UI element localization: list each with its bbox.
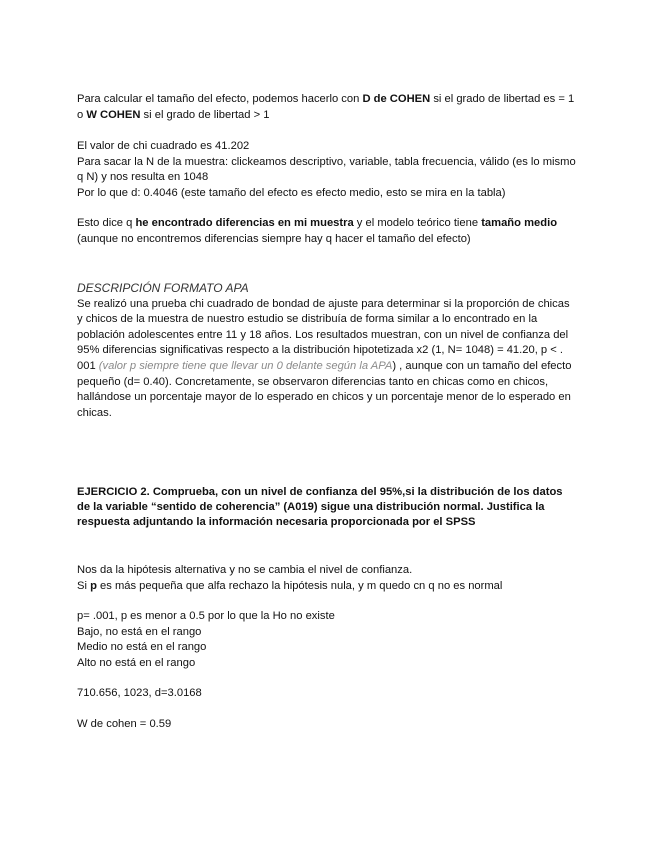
values-line: 710.656, 1023, d=3.0168 bbox=[77, 687, 202, 699]
results-line-3: Medio no está en el rango bbox=[77, 641, 207, 654]
results-paragraph bbox=[77, 609, 577, 671]
exercise-2-heading bbox=[77, 485, 577, 531]
conclusion-paragraph bbox=[77, 216, 577, 247]
intro-text-1: Para calcular el tamaño del efecto, podemos hacerlo con bbox=[77, 93, 363, 105]
chi-paragraph bbox=[77, 139, 577, 201]
intro-text-2: si el grado de libertad es = 1 o bbox=[77, 93, 575, 121]
hypothesis-text-2: es más pequeña que alfa rechazo la hipótesis nula, y m quedo cn q no es normal bbox=[96, 579, 503, 592]
conclusion-text-2: y el modelo teórico tiene bbox=[353, 217, 482, 229]
w-cohen-paragraph bbox=[77, 717, 577, 733]
apa-heading: DESCRIPCIÓN FORMATO APA bbox=[77, 281, 249, 295]
d-cohen-term: D de COHEN bbox=[362, 93, 431, 105]
exercise-2-text: EJERCICIO 2. Comprueba, con un nivel de confianza del 95%,si la distribución de los datos de la variable “sentido de coherencia” (A019) sigue una distribución normal. Justifica la respuesta adjuntando la información necesaria proporcionada por el SPSS bbox=[77, 486, 563, 529]
results-line-1: p= .001, p es menor a 0.5 por lo que la Ho no existe bbox=[77, 610, 335, 622]
chi-line-1: El valor de chi cuadrado es 41.202 bbox=[77, 140, 250, 152]
hypothesis-text-1: Si bbox=[77, 579, 91, 592]
values-paragraph bbox=[77, 686, 577, 702]
apa-text-2: ) , aunque con un tamaño del efecto pequeño (d= 0.40). Concretamente, se observaron diferencias tanto en chicas como en chicos, hallándose un porcentaje mayor de lo esperado en chicos y un porcentaje menor de lo esperado en chicas. bbox=[77, 359, 572, 419]
chi-line-2: Para sacar la N de la muestra: clickeamos descriptivo, variable, tabla frecuencia, válido (es lo mismo q N) y nos resulta en 1048 bbox=[77, 155, 576, 184]
conclusion-text-3: (aunque no encontremos diferencias siempre hay q hacer el tamaño del efecto) bbox=[77, 232, 471, 245]
intro-paragraph bbox=[77, 92, 577, 123]
intro-text-3: si el grado de libertad > 1 bbox=[140, 108, 270, 121]
conclusion-bold-1: he encontrado diferencias en mi muestra bbox=[135, 217, 354, 229]
w-cohen-term: W COHEN bbox=[86, 108, 141, 121]
conclusion-bold-2: tamaño medio bbox=[481, 217, 558, 229]
results-line-4: Alto no está en el rango bbox=[77, 656, 196, 669]
apa-section bbox=[77, 281, 577, 421]
results-line-2: Bajo, no está en el rango bbox=[77, 625, 202, 638]
chi-line-3: Por lo que d: 0.4046 (este tamaño del efecto es efecto medio, esto se mira en la tabla) bbox=[77, 186, 506, 199]
hypothesis-paragraph bbox=[77, 563, 577, 594]
apa-hint: (valor p siempre tiene que llevar un 0 delante según la APA bbox=[98, 359, 393, 372]
w-cohen-line: W de cohen = 0.59 bbox=[77, 718, 172, 730]
conclusion-text-1: Esto dice q bbox=[77, 217, 136, 229]
apa-text-1: Se realizó una prueba chi cuadrado de bondad de ajuste para determinar si la proporción de chicas y chicos de la muestra de nuestro estudio se distribuía de forma similar a lo encontrado en la población adolescentes entre 11 y 18 años. Los resultados muestran, con un nivel de confianza del 95% diferencias significativas respecto a la distribución hipotetizada x2 (1, N= 1048) = 41.20, p < . 001 bbox=[77, 297, 570, 372]
hypothesis-p-term: p bbox=[90, 579, 97, 592]
hypothesis-line-1: Nos da la hipótesis alternativa y no se cambia el nivel de confianza. bbox=[77, 564, 413, 576]
